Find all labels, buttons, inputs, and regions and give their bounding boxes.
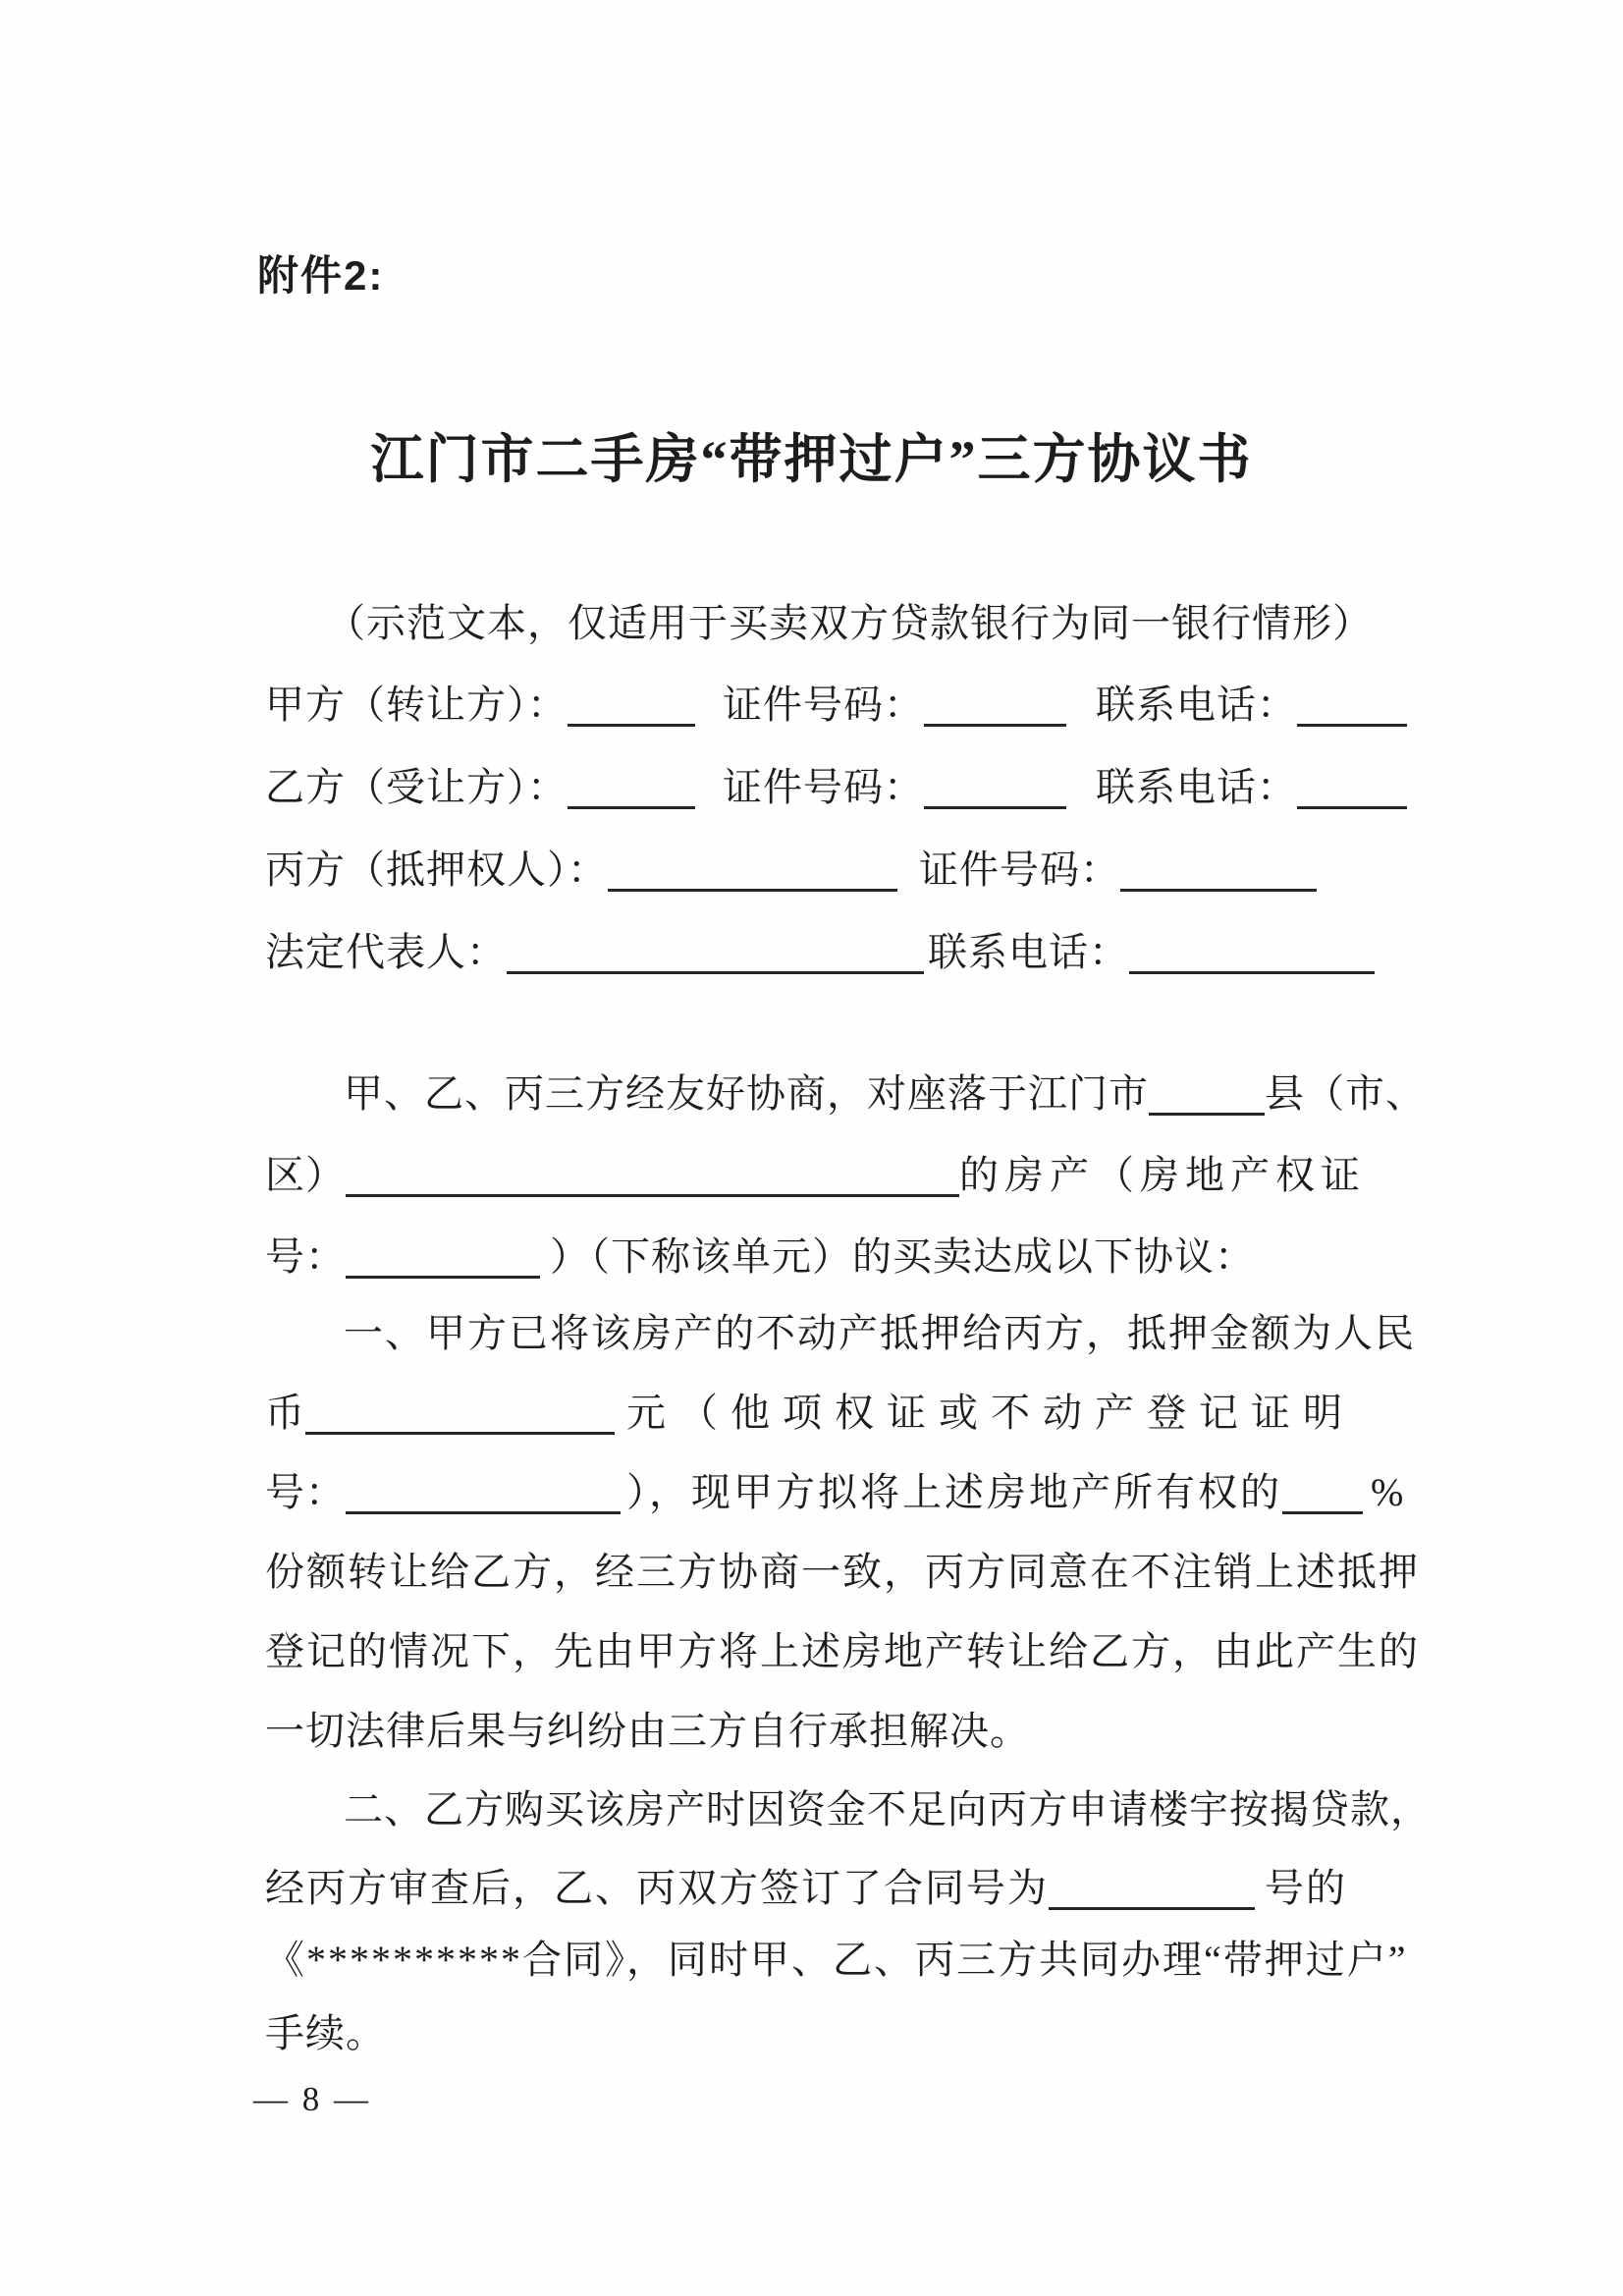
clause-1-no-label: 号： [265, 1470, 346, 1514]
clause-1-percent-sign: % [1371, 1470, 1405, 1514]
intro-text-2: 县（市、 [1265, 1071, 1426, 1116]
clause-1-line-1 [265, 1303, 1416, 1364]
clause-1-currency: 币 [265, 1391, 305, 1435]
intro-line-2 [265, 1145, 1394, 1206]
party-a-label: 甲方（转让方）： [265, 683, 568, 727]
legal-rep-phone-blank [1129, 971, 1375, 974]
party-b-id-number-label: 证件号码： [723, 765, 924, 809]
intro-text-1: 甲、乙、丙三方经友好协商，对座落于江门市 [344, 1071, 1149, 1116]
attachment-label: 附件2: [257, 252, 385, 299]
intro-text-5: 号： [265, 1234, 346, 1279]
clause-2-line-4 [265, 2003, 1394, 2064]
mortgage-amount-blank [305, 1432, 615, 1435]
clause-1-line-6 [265, 1701, 1394, 1762]
party-a-phone-blank [1297, 724, 1407, 727]
address-blank [346, 1194, 959, 1197]
clause-1-text-5: 登记的情况下，先由甲方将上述房地产转让给乙方，由此产生的 [265, 1629, 1420, 1673]
other-right-cert-no-blank [346, 1511, 621, 1514]
page-number: — 8 — [253, 2080, 371, 2118]
party-c-id-blank [1120, 889, 1317, 892]
party-a-row [265, 675, 1394, 736]
clause-2-text-4: 手续。 [265, 2011, 386, 2055]
legal-rep-label: 法定代表人： [265, 930, 507, 974]
clause-1-line-4 [265, 1542, 1420, 1603]
clause-1-line-3 [265, 1462, 1405, 1523]
party-b-id-blank [924, 806, 1066, 809]
clause-2-line-2 [265, 1858, 1394, 1919]
party-b-phone-blank [1297, 806, 1407, 809]
party-b-name-blank [568, 806, 695, 809]
contract-no-blank [1049, 1907, 1255, 1910]
legal-rep-name-blank [507, 971, 924, 974]
party-c-label: 丙方（抵押权人）： [265, 847, 608, 892]
party-b-label: 乙方（受让方）： [265, 765, 568, 809]
clause-1-cert-text: 元（他项权证或不动产登记证明 [626, 1391, 1355, 1435]
intro-line-1 [265, 1064, 1426, 1124]
county-blank [1149, 1113, 1265, 1116]
clause-1-text-6: 一切法律后果与纠纷由三方自行承担解决。 [265, 1709, 1030, 1753]
clause-1-text-4: 份额转让给乙方，经三方协商一致，丙方同意在不注销上述抵押 [265, 1550, 1420, 1594]
clause-1-line-5 [265, 1621, 1420, 1682]
party-c-name-blank [608, 889, 897, 892]
party-b-row [265, 757, 1394, 818]
clause-1-text-1: 一、甲方已将该房产的不动产抵押给丙方，抵押金额为人民 [344, 1311, 1416, 1355]
legal-rep-phone-label: 联系电话： [928, 930, 1129, 974]
legal-rep-row [265, 922, 1394, 983]
party-a-name-blank [568, 724, 695, 727]
clause-2-no-suffix: 号的 [1265, 1866, 1347, 1910]
party-b-phone-label: 联系电话： [1096, 765, 1297, 809]
ownership-share-blank [1282, 1511, 1363, 1514]
property-cert-no-blank [346, 1276, 540, 1279]
clause-2-text-3: 《**********合同》，同时甲、乙、丙三方共同办理“带押过户” [265, 1938, 1408, 1982]
party-a-id-number-label: 证件号码： [723, 683, 924, 727]
clause-2-line-1 [265, 1779, 1431, 1840]
intro-text-4: 的房产（房地产权证 [959, 1153, 1366, 1197]
intro-line-3 [265, 1227, 1394, 1287]
party-c-id-number-label: 证件号码： [919, 847, 1120, 892]
clause-1-line-2 [265, 1383, 1394, 1444]
model-text-note [265, 593, 1394, 654]
clause-2-text-1: 二、乙方购买该房产时因资金不足向丙方申请楼宇按揭贷款， [344, 1787, 1431, 1831]
clause-2-line-3 [265, 1930, 1408, 1991]
intro-text-3: 区） [265, 1153, 346, 1197]
clause-1-share-text: ），现甲方拟将上述房地产所有权的 [626, 1470, 1282, 1514]
document-title: 江门市二手房“带押过户”三方协议书 [370, 430, 1253, 489]
party-c-row [265, 840, 1394, 901]
party-a-phone-label: 联系电话： [1096, 683, 1297, 727]
party-a-id-blank [924, 724, 1066, 727]
clause-2-contract-text: 经丙方审查后，乙、丙双方签订了合同号为 [265, 1866, 1049, 1910]
intro-text-6: ）（下称该单元）的买卖达成以下协议： [550, 1234, 1255, 1279]
model-text-note-text: （示范文本，仅适用于买卖双方贷款银行为同一银行情形） [326, 601, 1373, 645]
